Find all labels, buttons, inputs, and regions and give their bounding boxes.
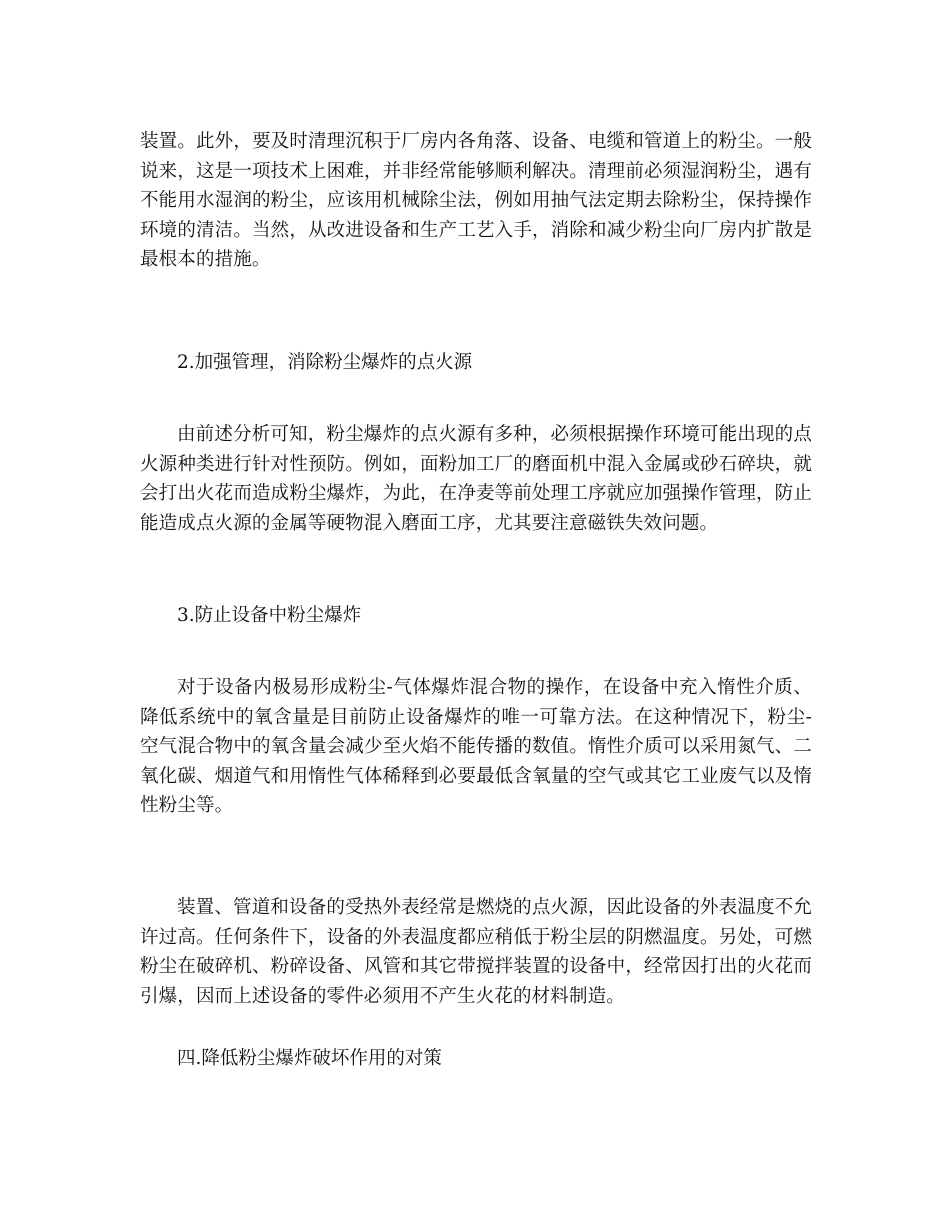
section-heading-ignition-management: 2.加强管理，消除粉尘爆炸的点火源 <box>177 352 473 373</box>
section-heading-reduce-damage: 四.降低粉尘爆炸破坏作用的对策 <box>177 1048 442 1069</box>
paragraph-surface-temperature: 装置、管道和设备的受热外表经常是燃烧的点火源，因此设备的外表温度不允许过高。任何条件下，设备的外表温度都应稍低于粉尘层的阴燃温度。另处，可燃粉尘在破碎机、粉碎设备、风管和其它带搅拌装置的设备中，经常因打出的火花而引爆，因而上述设备的零件必须用不产生火花的材料制造。 <box>140 897 812 1007</box>
paragraph-ignition-prevention: 由前述分析可知，粉尘爆炸的点火源有多种，必须根据操作环境可能出现的点火源种类进行针对性预防。例如，面粉加工厂的磨面机中混入金属或砂石碎块，就会打出火花而造成粉尘爆炸，为此，在净麦等前处理工序就应加强操作管理，防止能造成点火源的金属等硬物混入磨面工序，尤其要注意磁铁失效问题。 <box>140 424 812 534</box>
paragraph-dust-cleaning: 装置。此外，要及时清理沉积于厂房内各角落、设备、电缆和管道上的粉尘。一般说来，这是一项技术上困难，并非经常能够顺利解决。清理前必须湿润粉尘，遇有不能用水湿润的粉尘，应该用机械除尘法，例如用抽气法定期去除粉尘，保持操作环境的清洁。当然，从改进设备和生产工艺入手，消除和减少粉尘向厂房内扩散是最根本的措施。 <box>140 131 812 270</box>
paragraph-inert-medium: 对于设备内极易形成粉尘-气体爆炸混合物的操作，在设备中充入惰性介质、降低系统中的氧含量是目前防止设备爆炸的唯一可靠方法。在这种情况下，粉尘-空气混合物中的氧含量会减少至火焰不能传播的数值。惰性介质可以采用氮气、二氧化碳、烟道气和用惰性气体稀释到必要最低含氧量的空气或其它工业废气以及惰性粉尘等。 <box>140 677 812 816</box>
section-heading-equipment-explosion: 3.防止设备中粉尘爆炸 <box>177 605 362 626</box>
